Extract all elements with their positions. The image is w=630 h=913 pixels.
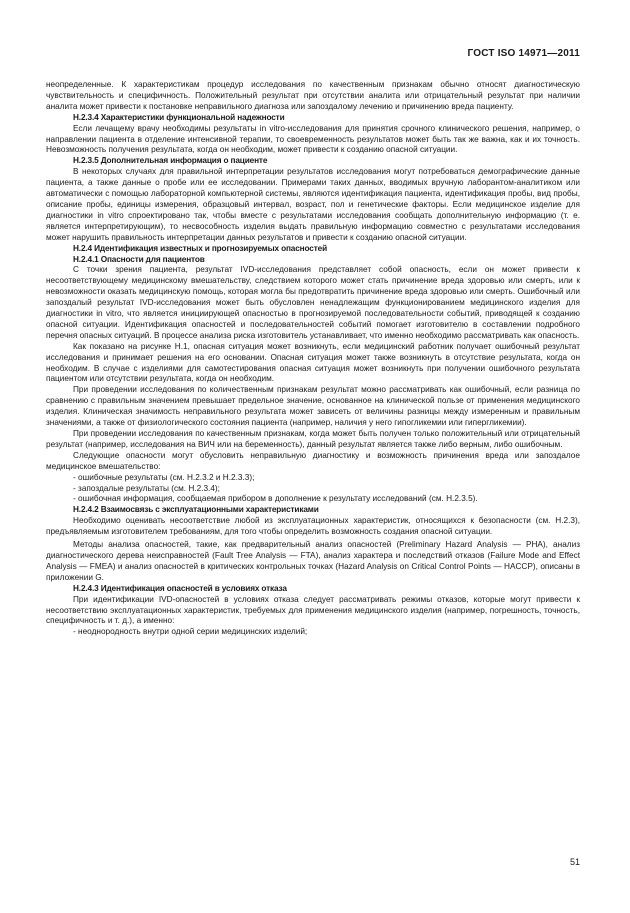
section-heading: H.2.4.1 Опасности для пациентов bbox=[73, 254, 205, 264]
page-number: 51 bbox=[569, 857, 580, 867]
list-item: - ошибочная информация, сообщаемая прибором в дополнение к результату исследований (см. H.2.3.5). bbox=[73, 494, 478, 504]
section-heading: H.2.4 Идентификация известных и прогнозируемых опасностей bbox=[73, 243, 327, 253]
paragraph: Следующие опасности могут обусловить неправильную диагностику и возможность причинения вреда или запоздалое медицинское вмешательство: bbox=[46, 450, 580, 471]
paragraph: При проведении исследования по количественным признакам результат можно рассматривать как ошибочный, если разница по сравнению с правильным значением превышает предельное значение, основанное на клинической пользе от применения медицинского изделия. Клиническая значимость неправильного результата может зависеть от величины разницы между измеренным и правильным значениями, а также от физиологического состояния пациента (например, наличия у него гипогликемии или гипергликемии). bbox=[46, 385, 580, 428]
paragraph: При идентификации IVD-опасностей в условиях отказа следует рассматривать режимы отказов, которые могут привести к несоответствию эксплуатационных характеристик, требуемых для применения медицинского изделия (например, погрешность, точность, специфичность и т. д.), а именно: bbox=[46, 594, 580, 626]
paragraph: Необходимо оценивать несоответствие любой из эксплуатационных характеристик, относящихся к безопасности (см. H.2.3), предъявляемым изготовителем требованиям, для того чтобы определить возможность создания опасной ситуации. bbox=[46, 516, 580, 537]
section-heading: H.2.4.3 Идентификация опасностей в условиях отказа bbox=[73, 583, 287, 593]
paragraph: С точки зрения пациента, результат IVD-исследования представляет собой опасность, если он может привести к несоответствующему медицинскому вмешательству, следствием которого может стать причинение вреда здоровью или смерть, или к невозможности оказать медицинскую помощь, которая могла бы предотвратить причинение вреда здоровью или смерть. Ошибочный или запоздалый результат IVD-исследования может быть обусловлен ненадлежащим функционированием медицинского изделия для диагностики in vitro, что является инициирующей опасностью в прогнозируемой последовательности событий, приводящей к созданию опасной ситуации. Идентификация опасностей и последовательностей событий помогает изготовителю в составлении подробного перечня опасных ситуаций. В процессе анализа риска изготовитель устанавливает, что именно необходимо рассматривать как опасность. bbox=[46, 265, 580, 340]
list-item: - неоднородность внутри одной серии медицинских изделий; bbox=[73, 627, 308, 637]
section-heading: H.2.3.4 Характеристики функциональной надежности bbox=[73, 112, 285, 122]
section-heading: H.2.3.5 Дополнительная информация о пациенте bbox=[73, 156, 268, 166]
paragraph: Методы анализа опасностей, такие, как предварительный анализ опасностей (Preliminary Hazard Analysis — PHA), анализ диагностического дерева неисправностей (Fault Tree Analysis — FTA), анализ характера и последствий отказов (Failure Mode and Effect Analysis — FMEA) и анализ опасностей в критических контрольных точках (Hazard Analysis on Critical Control Points — HACCP), описаны в приложении G. bbox=[46, 540, 580, 582]
list-item: - ошибочные результаты (см. H.2.3.2 и H.2.3.3); bbox=[73, 472, 255, 482]
section-heading: H.2.4.2 Взаимосвязь с эксплуатационными характеристиками bbox=[73, 505, 319, 515]
standard-header: ГОСТ ISO 14971—2011 bbox=[467, 48, 580, 59]
list-item: - запоздалые результаты (см. H.2.3.4); bbox=[73, 483, 220, 493]
paragraph: Если лечащему врачу необходимы результаты in vitro-исследования для принятия срочного клинического решения, например, о направлении пациента в отделение интенсивной терапии, то своевременность результатов может быть так же важна, как и их точность. Невозможность получения результата, когда он необходим, может привести к созданию опасной ситуации. bbox=[46, 123, 580, 155]
paragraph: неопределенные. К характеристикам процедур исследования по качественным признакам обычно относят диагностическую чувствительность и специфичность. Положительный результат при отсутствии аналита или отрицательный результат при наличии аналита может привести к постановке неправильного диагноза или запоздалому лечению и причинению вреда пациенту. bbox=[46, 80, 580, 111]
paragraph: При проведении исследования по качественным признакам, когда может быть получен только положительный или отрицательный результат (например, исследования на ВИЧ или на беременность), данный результат является также либо верным, либо ошибочным. bbox=[46, 429, 580, 449]
paragraph: Как показано на рисунке H.1, опасная ситуация может возникнуть, если медицинский работник получает ошибочный результат исследования и принимает решения на его основании. Опасная ситуация может также возникнуть в отсутствие результата, когда он необходим. В случае с изделиями для самотестирования опасная ситуация может возникнуть при получении ошибочного результата пациентом или отсутствии результата, когда он необходим. bbox=[46, 341, 580, 384]
document-body bbox=[46, 80, 580, 638]
paragraph: В некоторых случаях для правильной интерпретации результатов исследования могут потребоваться демографические данные пациента, а также данные о пробе или ее исследовании. Примерами таких данных, вводимых вручную лаборантом-аналитиком или автоматически с помощью лабораторной компьютерной системы, являются идентификация пациента, идентификация пробы, вид пробы, описание пробы, единицы измерения, образцовый интервал, возраст, пол и генетические факторы. Если медицинское изделие для диагностики in vitro спроектировано так, чтобы вместе с результатами исследования сообщать дополнительную информацию (т. е. является интерпретирующим), то несвособность изделия выдать правильную информацию совместно с результатами исследования может нарушить правильность интерпретации данных результатов и привести к созданию опасной ситуации. bbox=[46, 167, 580, 242]
